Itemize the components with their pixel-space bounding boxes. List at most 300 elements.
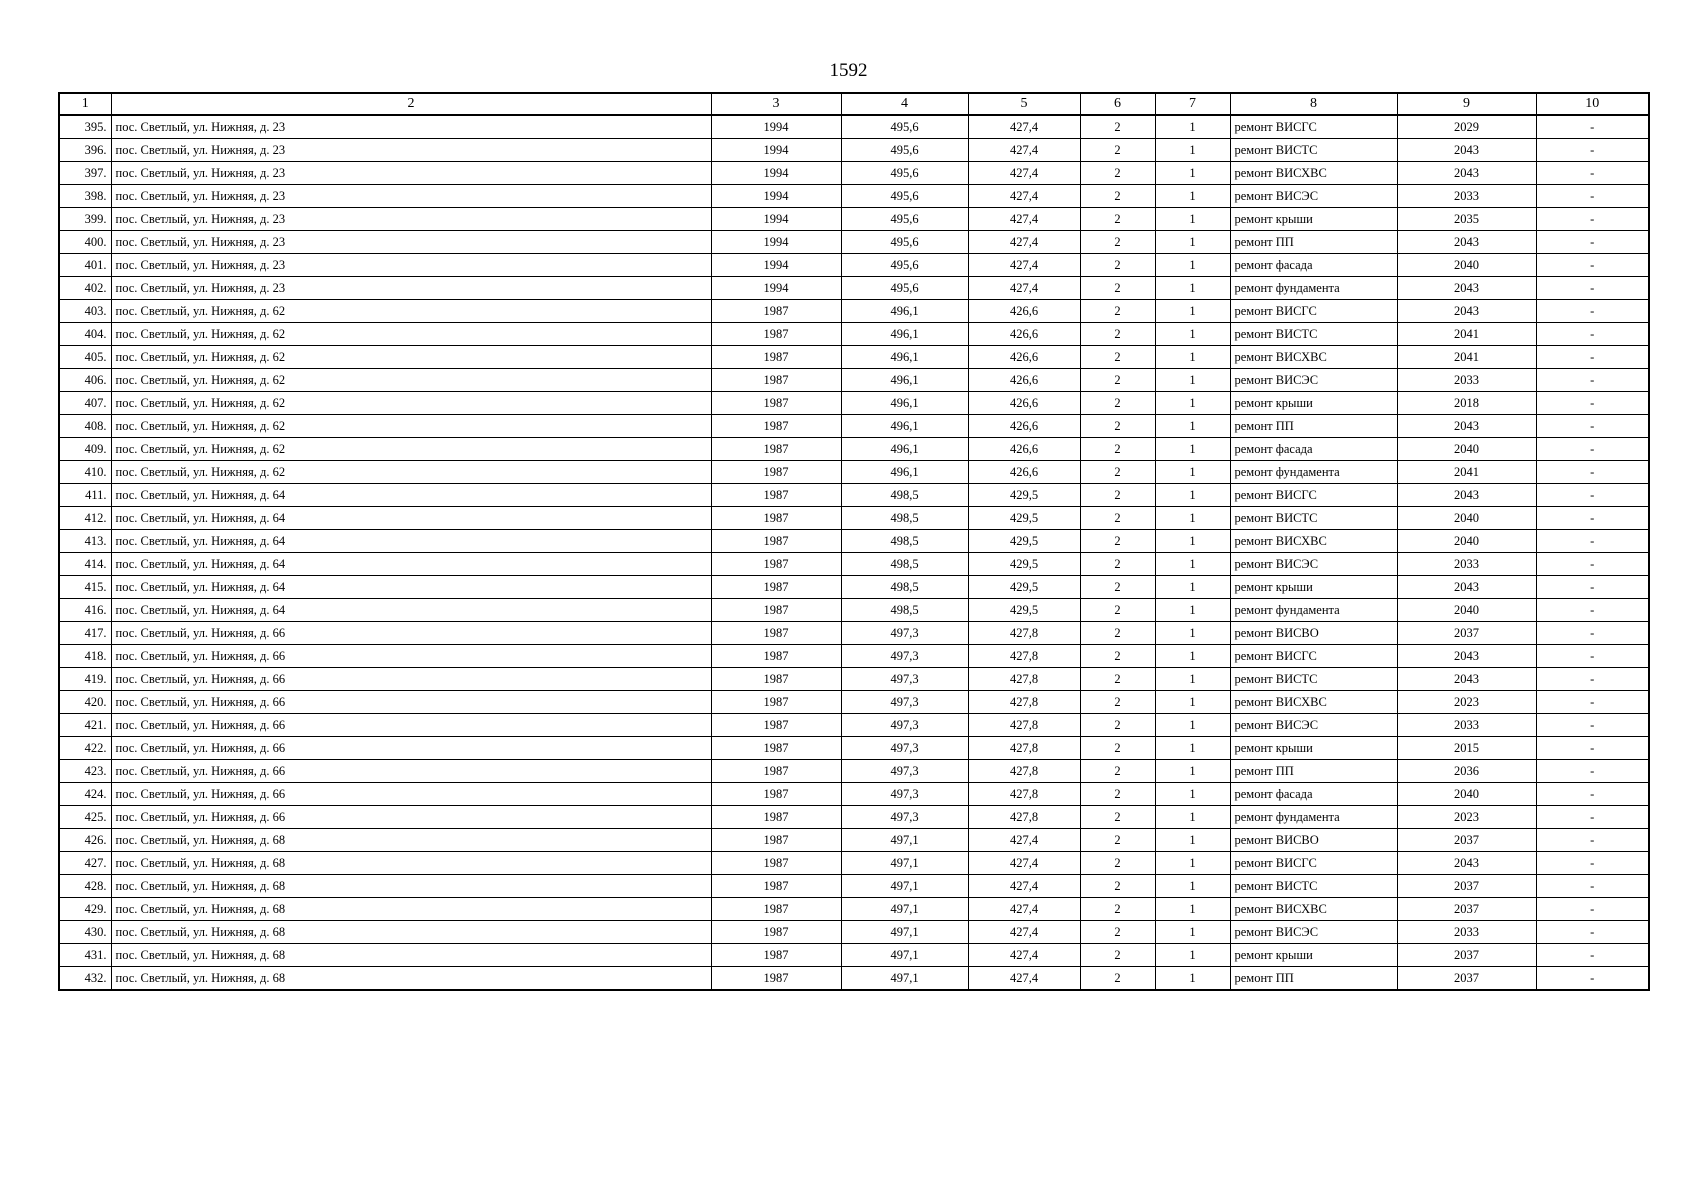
column-header-5: 5 [968,93,1080,115]
cell-work-type: ремонт ВИСГС [1230,300,1397,323]
cell-work-type: ремонт ВИСТС [1230,323,1397,346]
cell-address: пос. Светлый, ул. Нижняя, д. 68 [111,898,711,921]
cell-year-built: 1987 [711,530,841,553]
cell-year-built: 1987 [711,346,841,369]
cell-floors: 2 [1080,139,1155,162]
cell-entrances: 1 [1155,185,1230,208]
cell-planned-year: 2033 [1397,714,1536,737]
cell-floors: 2 [1080,553,1155,576]
cell-work-type: ремонт ВИСГС [1230,484,1397,507]
cell-year-built: 1987 [711,392,841,415]
table-row [59,484,1649,507]
cell-year-built: 1987 [711,714,841,737]
cell-row-number: 425. [59,806,111,829]
cell-work-type: ремонт фасада [1230,254,1397,277]
cell-living-area: 427,8 [968,783,1080,806]
cell-entrances: 1 [1155,115,1230,139]
cell-planned-year: 2040 [1397,599,1536,622]
cell-note: - [1536,438,1649,461]
cell-planned-year: 2043 [1397,668,1536,691]
cell-total-area: 496,1 [841,392,968,415]
cell-total-area: 496,1 [841,346,968,369]
table-row [59,369,1649,392]
cell-note: - [1536,415,1649,438]
column-header-2: 2 [111,93,711,115]
cell-note: - [1536,461,1649,484]
cell-work-type: ремонт ВИСВО [1230,622,1397,645]
cell-living-area: 427,4 [968,139,1080,162]
cell-address: пос. Светлый, ул. Нижняя, д. 64 [111,484,711,507]
cell-total-area: 497,3 [841,622,968,645]
cell-floors: 2 [1080,668,1155,691]
cell-planned-year: 2018 [1397,392,1536,415]
cell-year-built: 1987 [711,783,841,806]
table-row [59,254,1649,277]
cell-living-area: 429,5 [968,484,1080,507]
cell-note: - [1536,714,1649,737]
cell-total-area: 495,6 [841,185,968,208]
cell-note: - [1536,507,1649,530]
cell-floors: 2 [1080,115,1155,139]
cell-address: пос. Светлый, ул. Нижняя, д. 68 [111,829,711,852]
cell-floors: 2 [1080,967,1155,991]
cell-address: пос. Светлый, ул. Нижняя, д. 62 [111,369,711,392]
cell-total-area: 495,6 [841,162,968,185]
cell-planned-year: 2043 [1397,277,1536,300]
table-row [59,921,1649,944]
cell-planned-year: 2043 [1397,139,1536,162]
cell-row-number: 415. [59,576,111,599]
cell-total-area: 497,3 [841,737,968,760]
cell-planned-year: 2040 [1397,507,1536,530]
cell-entrances: 1 [1155,783,1230,806]
cell-planned-year: 2037 [1397,898,1536,921]
cell-floors: 2 [1080,438,1155,461]
cell-planned-year: 2041 [1397,323,1536,346]
cell-address: пос. Светлый, ул. Нижняя, д. 66 [111,622,711,645]
cell-floors: 2 [1080,852,1155,875]
cell-row-number: 423. [59,760,111,783]
cell-floors: 2 [1080,392,1155,415]
cell-planned-year: 2037 [1397,967,1536,991]
cell-year-built: 1987 [711,645,841,668]
cell-row-number: 426. [59,829,111,852]
cell-work-type: ремонт ПП [1230,231,1397,254]
cell-row-number: 432. [59,967,111,991]
cell-note: - [1536,162,1649,185]
cell-planned-year: 2043 [1397,484,1536,507]
cell-address: пос. Светлый, ул. Нижняя, д. 68 [111,875,711,898]
table-row [59,944,1649,967]
column-header-6: 6 [1080,93,1155,115]
cell-living-area: 427,4 [968,967,1080,991]
cell-row-number: 397. [59,162,111,185]
cell-planned-year: 2033 [1397,369,1536,392]
cell-living-area: 427,4 [968,162,1080,185]
cell-year-built: 1994 [711,139,841,162]
cell-total-area: 497,1 [841,921,968,944]
cell-entrances: 1 [1155,277,1230,300]
cell-address: пос. Светлый, ул. Нижняя, д. 66 [111,645,711,668]
cell-year-built: 1987 [711,323,841,346]
cell-floors: 2 [1080,254,1155,277]
cell-address: пос. Светлый, ул. Нижняя, д. 66 [111,714,711,737]
cell-year-built: 1987 [711,507,841,530]
cell-total-area: 497,1 [841,852,968,875]
cell-total-area: 497,3 [841,691,968,714]
cell-work-type: ремонт ВИСЭС [1230,185,1397,208]
table-body [59,115,1649,990]
cell-row-number: 418. [59,645,111,668]
cell-floors: 2 [1080,829,1155,852]
cell-total-area: 497,3 [841,645,968,668]
cell-entrances: 1 [1155,898,1230,921]
cell-note: - [1536,300,1649,323]
cell-total-area: 495,6 [841,208,968,231]
cell-note: - [1536,208,1649,231]
cell-floors: 2 [1080,599,1155,622]
cell-living-area: 426,6 [968,438,1080,461]
cell-work-type: ремонт ВИСХВС [1230,691,1397,714]
cell-living-area: 426,6 [968,346,1080,369]
cell-floors: 2 [1080,231,1155,254]
cell-entrances: 1 [1155,921,1230,944]
cell-note: - [1536,645,1649,668]
cell-living-area: 427,4 [968,115,1080,139]
table-row [59,783,1649,806]
cell-floors: 2 [1080,346,1155,369]
cell-work-type: ремонт фундамента [1230,277,1397,300]
cell-year-built: 1987 [711,875,841,898]
cell-work-type: ремонт ВИСХВС [1230,530,1397,553]
cell-year-built: 1987 [711,737,841,760]
cell-entrances: 1 [1155,668,1230,691]
cell-planned-year: 2040 [1397,438,1536,461]
cell-entrances: 1 [1155,415,1230,438]
table-row [59,875,1649,898]
cell-living-area: 427,4 [968,185,1080,208]
cell-total-area: 495,6 [841,139,968,162]
cell-address: пос. Светлый, ул. Нижняя, д. 64 [111,530,711,553]
cell-entrances: 1 [1155,300,1230,323]
table-row [59,967,1649,991]
cell-living-area: 427,8 [968,760,1080,783]
cell-row-number: 430. [59,921,111,944]
cell-row-number: 429. [59,898,111,921]
cell-planned-year: 2037 [1397,622,1536,645]
cell-living-area: 427,8 [968,714,1080,737]
cell-entrances: 1 [1155,461,1230,484]
cell-address: пос. Светлый, ул. Нижняя, д. 66 [111,783,711,806]
cell-planned-year: 2033 [1397,553,1536,576]
table-row [59,208,1649,231]
cell-year-built: 1987 [711,944,841,967]
table-row [59,553,1649,576]
cell-year-built: 1994 [711,185,841,208]
cell-year-built: 1987 [711,599,841,622]
cell-planned-year: 2036 [1397,760,1536,783]
cell-planned-year: 2043 [1397,645,1536,668]
cell-year-built: 1987 [711,898,841,921]
cell-note: - [1536,185,1649,208]
cell-year-built: 1987 [711,369,841,392]
cell-planned-year: 2043 [1397,576,1536,599]
cell-total-area: 497,1 [841,829,968,852]
cell-address: пос. Светлый, ул. Нижняя, д. 62 [111,300,711,323]
cell-total-area: 497,3 [841,714,968,737]
table-row [59,737,1649,760]
cell-living-area: 426,6 [968,323,1080,346]
cell-note: - [1536,967,1649,991]
cell-planned-year: 2033 [1397,185,1536,208]
cell-work-type: ремонт ВИСХВС [1230,346,1397,369]
cell-address: пос. Светлый, ул. Нижняя, д. 62 [111,461,711,484]
cell-entrances: 1 [1155,323,1230,346]
table-row [59,645,1649,668]
cell-entrances: 1 [1155,392,1230,415]
table-row [59,691,1649,714]
cell-planned-year: 2040 [1397,783,1536,806]
cell-work-type: ремонт ВИСЭС [1230,553,1397,576]
cell-living-area: 427,4 [968,921,1080,944]
cell-note: - [1536,921,1649,944]
cell-planned-year: 2043 [1397,852,1536,875]
cell-total-area: 498,5 [841,530,968,553]
cell-entrances: 1 [1155,553,1230,576]
cell-work-type: ремонт ВИСЭС [1230,714,1397,737]
cell-note: - [1536,115,1649,139]
cell-living-area: 427,8 [968,622,1080,645]
cell-work-type: ремонт ПП [1230,760,1397,783]
cell-work-type: ремонт ВИСХВС [1230,898,1397,921]
cell-entrances: 1 [1155,852,1230,875]
cell-work-type: ремонт крыши [1230,392,1397,415]
cell-living-area: 427,4 [968,231,1080,254]
page-number: 1592 [829,60,868,81]
cell-total-area: 497,3 [841,668,968,691]
cell-planned-year: 2037 [1397,829,1536,852]
table-row [59,461,1649,484]
cell-living-area: 427,8 [968,691,1080,714]
cell-total-area: 498,5 [841,484,968,507]
cell-row-number: 399. [59,208,111,231]
cell-note: - [1536,852,1649,875]
cell-row-number: 428. [59,875,111,898]
cell-work-type: ремонт ВИСТС [1230,668,1397,691]
cell-year-built: 1987 [711,461,841,484]
table-row [59,185,1649,208]
cell-total-area: 496,1 [841,323,968,346]
cell-address: пос. Светлый, ул. Нижняя, д. 23 [111,254,711,277]
table-row [59,829,1649,852]
cell-living-area: 427,8 [968,806,1080,829]
table-row [59,898,1649,921]
cell-total-area: 495,6 [841,231,968,254]
cell-total-area: 498,5 [841,576,968,599]
cell-row-number: 419. [59,668,111,691]
cell-note: - [1536,875,1649,898]
cell-living-area: 427,4 [968,875,1080,898]
cell-floors: 2 [1080,323,1155,346]
cell-floors: 2 [1080,208,1155,231]
cell-floors: 2 [1080,484,1155,507]
cell-address: пос. Светлый, ул. Нижняя, д. 64 [111,507,711,530]
table-row [59,714,1649,737]
table-row [59,806,1649,829]
table-row [59,231,1649,254]
cell-address: пос. Светлый, ул. Нижняя, д. 68 [111,967,711,991]
cell-row-number: 395. [59,115,111,139]
cell-year-built: 1987 [711,921,841,944]
cell-address: пос. Светлый, ул. Нижняя, д. 62 [111,392,711,415]
cell-work-type: ремонт ВИСХВС [1230,162,1397,185]
cell-year-built: 1994 [711,208,841,231]
cell-total-area: 495,6 [841,254,968,277]
table-row [59,346,1649,369]
cell-floors: 2 [1080,369,1155,392]
cell-year-built: 1994 [711,277,841,300]
cell-planned-year: 2043 [1397,300,1536,323]
table-row [59,139,1649,162]
cell-floors: 2 [1080,691,1155,714]
cell-row-number: 407. [59,392,111,415]
cell-row-number: 431. [59,944,111,967]
cell-planned-year: 2043 [1397,162,1536,185]
column-header-7: 7 [1155,93,1230,115]
column-header-8: 8 [1230,93,1397,115]
cell-work-type: ремонт ВИСЭС [1230,369,1397,392]
cell-floors: 2 [1080,714,1155,737]
cell-living-area: 426,6 [968,461,1080,484]
cell-living-area: 426,6 [968,392,1080,415]
cell-total-area: 496,1 [841,369,968,392]
cell-work-type: ремонт фундамента [1230,461,1397,484]
table-row [59,277,1649,300]
cell-floors: 2 [1080,162,1155,185]
cell-entrances: 1 [1155,645,1230,668]
cell-total-area: 497,1 [841,898,968,921]
cell-work-type: ремонт ВИСГС [1230,645,1397,668]
cell-total-area: 497,1 [841,944,968,967]
cell-note: - [1536,231,1649,254]
table-row [59,576,1649,599]
cell-living-area: 427,8 [968,668,1080,691]
cell-note: - [1536,530,1649,553]
cell-planned-year: 2041 [1397,346,1536,369]
cell-living-area: 427,4 [968,944,1080,967]
cell-work-type: ремонт ВИСТС [1230,875,1397,898]
cell-entrances: 1 [1155,691,1230,714]
cell-planned-year: 2040 [1397,530,1536,553]
cell-row-number: 422. [59,737,111,760]
cell-address: пос. Светлый, ул. Нижняя, д. 68 [111,852,711,875]
cell-floors: 2 [1080,944,1155,967]
cell-note: - [1536,553,1649,576]
cell-note: - [1536,944,1649,967]
cell-entrances: 1 [1155,254,1230,277]
cell-entrances: 1 [1155,484,1230,507]
cell-living-area: 426,6 [968,369,1080,392]
cell-note: - [1536,829,1649,852]
cell-total-area: 497,3 [841,783,968,806]
cell-total-area: 496,1 [841,461,968,484]
cell-year-built: 1987 [711,852,841,875]
cell-note: - [1536,277,1649,300]
cell-floors: 2 [1080,507,1155,530]
cell-entrances: 1 [1155,875,1230,898]
cell-floors: 2 [1080,300,1155,323]
cell-row-number: 408. [59,415,111,438]
cell-address: пос. Светлый, ул. Нижняя, д. 23 [111,139,711,162]
cell-address: пос. Светлый, ул. Нижняя, д. 66 [111,737,711,760]
table-row [59,323,1649,346]
cell-work-type: ремонт крыши [1230,737,1397,760]
cell-work-type: ремонт ВИСВО [1230,829,1397,852]
cell-entrances: 1 [1155,346,1230,369]
cell-floors: 2 [1080,645,1155,668]
cell-planned-year: 2037 [1397,944,1536,967]
column-header-10: 10 [1536,93,1649,115]
cell-entrances: 1 [1155,599,1230,622]
cell-year-built: 1994 [711,254,841,277]
cell-living-area: 427,8 [968,645,1080,668]
cell-address: пос. Светлый, ул. Нижняя, д. 64 [111,576,711,599]
cell-living-area: 427,4 [968,898,1080,921]
cell-work-type: ремонт крыши [1230,576,1397,599]
cell-total-area: 497,1 [841,875,968,898]
cell-address: пос. Светлый, ул. Нижняя, д. 23 [111,162,711,185]
cell-year-built: 1987 [711,691,841,714]
cell-year-built: 1987 [711,967,841,991]
cell-note: - [1536,392,1649,415]
cell-living-area: 429,5 [968,530,1080,553]
cell-address: пос. Светлый, ул. Нижняя, д. 62 [111,438,711,461]
cell-entrances: 1 [1155,714,1230,737]
cell-work-type: ремонт фасада [1230,783,1397,806]
cell-total-area: 497,1 [841,967,968,991]
table-row [59,599,1649,622]
cell-address: пос. Светлый, ул. Нижняя, д. 68 [111,921,711,944]
cell-work-type: ремонт ВИСГС [1230,852,1397,875]
column-header-9: 9 [1397,93,1536,115]
cell-total-area: 498,5 [841,599,968,622]
cell-address: пос. Светлый, ул. Нижняя, д. 66 [111,668,711,691]
table-row [59,760,1649,783]
cell-floors: 2 [1080,806,1155,829]
cell-address: пос. Светлый, ул. Нижняя, д. 23 [111,231,711,254]
cell-row-number: 427. [59,852,111,875]
cell-total-area: 496,1 [841,415,968,438]
cell-entrances: 1 [1155,967,1230,991]
cell-entrances: 1 [1155,576,1230,599]
cell-year-built: 1987 [711,668,841,691]
cell-work-type: ремонт крыши [1230,208,1397,231]
cell-floors: 2 [1080,576,1155,599]
cell-living-area: 426,6 [968,300,1080,323]
cell-address: пос. Светлый, ул. Нижняя, д. 23 [111,185,711,208]
cell-entrances: 1 [1155,806,1230,829]
cell-note: - [1536,346,1649,369]
cell-living-area: 429,5 [968,599,1080,622]
cell-note: - [1536,806,1649,829]
cell-floors: 2 [1080,277,1155,300]
cell-floors: 2 [1080,783,1155,806]
table-row [59,530,1649,553]
cell-note: - [1536,737,1649,760]
cell-address: пос. Светлый, ул. Нижняя, д. 66 [111,760,711,783]
cell-living-area: 429,5 [968,507,1080,530]
cell-row-number: 424. [59,783,111,806]
